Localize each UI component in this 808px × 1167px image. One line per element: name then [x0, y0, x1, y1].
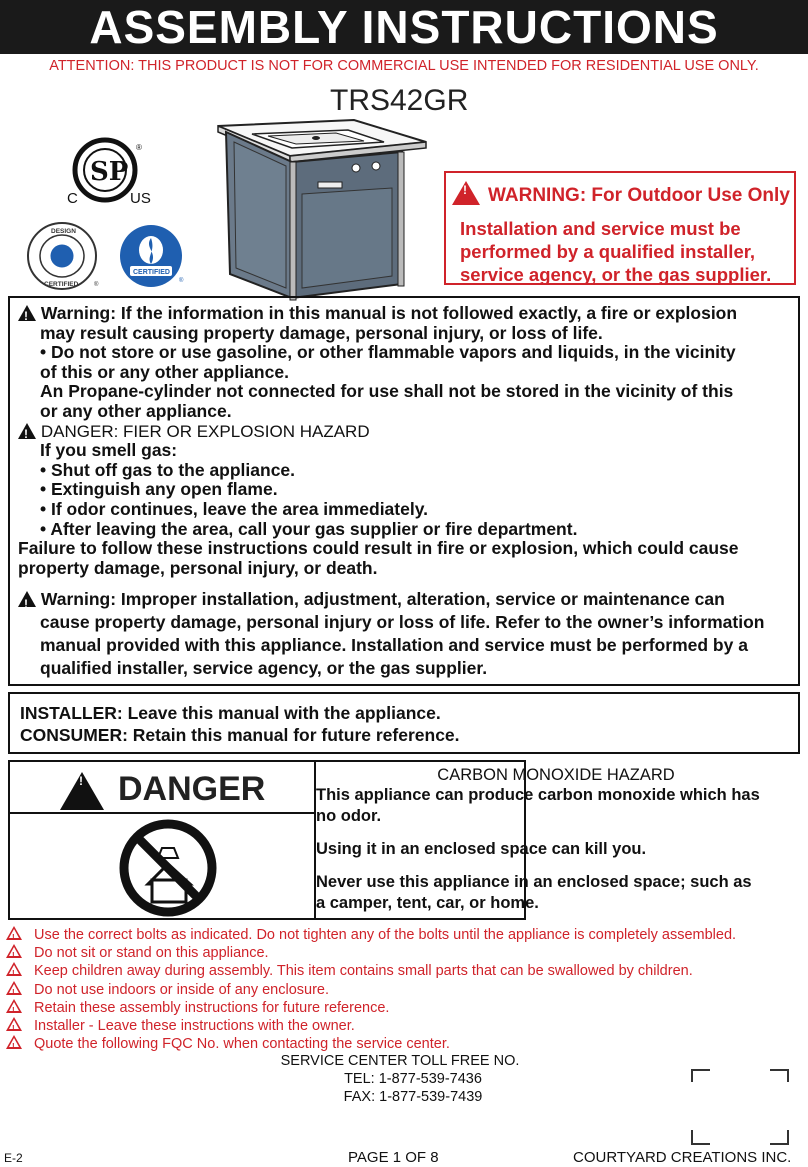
caution-item: !Quote the following FQC No. when contacting the service center. [6, 1035, 806, 1053]
svg-text:CERTIFIED: CERTIFIED [44, 281, 79, 288]
warning-line: may result causing property damage, personal injury, or loss of life. [40, 322, 603, 343]
failure-line: Failure to follow these instructions could result in fire or explosion, which could cause [18, 538, 739, 559]
service-tel: TEL: 1-877-539-7436 [344, 1071, 482, 1087]
caution-icon [6, 944, 22, 958]
caution-item: !Keep children away during assembly. This item contains small parts that can be swallowed by children. [6, 962, 806, 980]
svg-text:DESIGN: DESIGN [51, 228, 76, 235]
caution-icon [6, 1035, 22, 1049]
warning-line: qualified installer, service agency, or the gas supplier. [40, 658, 488, 679]
document-code: E-2 [4, 1151, 23, 1165]
danger-line: ! DANGER: FIER OR EXPLOSION HAZARD [18, 422, 798, 442]
csa-c-label: C [67, 190, 78, 207]
service-heading: SERVICE CENTER TOLL FREE NO. [280, 1053, 520, 1069]
svg-text:®: ® [94, 282, 99, 288]
svg-text:CERTIFIED: CERTIFIED [133, 269, 170, 276]
main-warning-text [18, 304, 798, 680]
main-warning-box [8, 296, 800, 686]
warning-icon [18, 591, 36, 607]
danger-warning-icon [60, 772, 104, 813]
outdoor-warning-line: performed by a qualified installer, [460, 241, 756, 262]
co-line: Using it in an enclosed space can kill you. [316, 840, 647, 858]
page-title: ASSEMBLY INSTRUCTIONS [0, 0, 808, 54]
service-center [200, 1052, 600, 1106]
design-certified-seal [24, 220, 104, 292]
service-fax: FAX: 1-877-539-7439 [343, 1089, 483, 1105]
outdoor-warning-body [460, 217, 771, 286]
caution-icon [6, 926, 22, 940]
caution-list [6, 926, 806, 1053]
caution-item: !Use the correct bolts as indicated. Do not tighten any of the bolts until the appliance is completely assembled. [6, 926, 806, 944]
warning-line: ! Warning: If the information in this manual is not followed exactly, a fire or explosion [18, 304, 798, 324]
co-line: a camper, tent, car, or home. [316, 894, 539, 912]
warning-line: ! Warning: Improper installation, adjustment, alteration, service or maintenance can [18, 588, 798, 611]
outdoor-warning-line: service agency, or the gas supplier. [460, 264, 772, 285]
gas-line: • After leaving the area, call your gas supplier or fire department. [40, 518, 578, 539]
svg-text:®: ® [179, 278, 184, 284]
installer-box [8, 692, 800, 754]
outdoor-warning-title: WARNING: For Outdoor Use Only [488, 185, 790, 206]
gas-line: • Extinguish any open flame. [40, 479, 278, 500]
gas-line: • If odor continues, leave the area immediately. [40, 498, 429, 519]
caution-item: !Installer - Leave these instructions with the owner. [6, 1017, 806, 1035]
co-line: This appliance can produce carbon monoxide which has [316, 786, 760, 804]
danger-left-panel [8, 760, 316, 920]
attention-notice: ATTENTION: THIS PRODUCT IS NOT FOR COMMERCIAL USE INTENDED FOR RESIDENTIAL USE ONLY. [49, 58, 759, 74]
co-line: no odor. [316, 807, 382, 825]
warning-icon [18, 305, 36, 321]
warning-line: of this or any other appliance. [40, 361, 289, 382]
no-indoor-use-icon [118, 818, 218, 918]
fire-table-illustration [178, 112, 430, 308]
caution-icon [6, 981, 22, 995]
gas-line: • Shut off gas to the appliance. [40, 459, 296, 480]
warning-line: manual provided with this appliance. Installation and service must be performed by a [40, 635, 748, 656]
caution-icon [6, 962, 22, 976]
warning-icon [18, 423, 36, 439]
warning-line: An Propane-cylinder not connected for use shall not be stored in the vicinity of this [40, 381, 734, 402]
csa-us-label: US [130, 190, 151, 207]
warning-line: • Do not store or use gasoline, or other flammable vapors and liquids, in the vicinity [40, 342, 736, 363]
model-number: TRS42GR [330, 84, 469, 117]
caution-item: !Do not use indoors or inside of any enclosure. [6, 981, 806, 999]
danger-label: DANGER [118, 770, 266, 808]
co-line: Never use this appliance in an enclosed space; such as [316, 873, 752, 891]
warning-line: cause property damage, personal injury or loss of life. Refer to the owner’s information [40, 612, 765, 633]
caution-icon [6, 999, 22, 1013]
caution-icon [6, 1017, 22, 1031]
outdoor-warning-box [444, 171, 796, 285]
installer-text [20, 702, 460, 746]
caution-item: !Retain these assembly instructions for future reference. [6, 999, 806, 1017]
installer-line: INSTALLER: Leave this manual with the appliance. [20, 703, 441, 723]
consumer-line: CONSUMER: Retain this manual for future reference. [20, 725, 460, 745]
failure-line: property damage, personal injury, or death. [18, 557, 378, 578]
warning-icon [452, 181, 480, 208]
company-name: COURTYARD CREATIONS INC. [573, 1149, 792, 1166]
gas-line: If you smell gas: [40, 440, 178, 461]
fqc-label-area [690, 1068, 790, 1146]
co-hazard-title: CARBON MONOXIDE HAZARD [437, 766, 675, 784]
outdoor-warning-line: Installation and service must be [460, 218, 741, 239]
page-number: PAGE 1 OF 8 [348, 1149, 439, 1166]
svg-text:SP: SP [90, 157, 129, 187]
warning-line: or any other appliance. [40, 400, 232, 421]
co-hazard-panel [316, 766, 796, 914]
svg-text:®: ® [136, 143, 142, 152]
caution-item: !Do not sit or stand on this appliance. [6, 944, 806, 962]
